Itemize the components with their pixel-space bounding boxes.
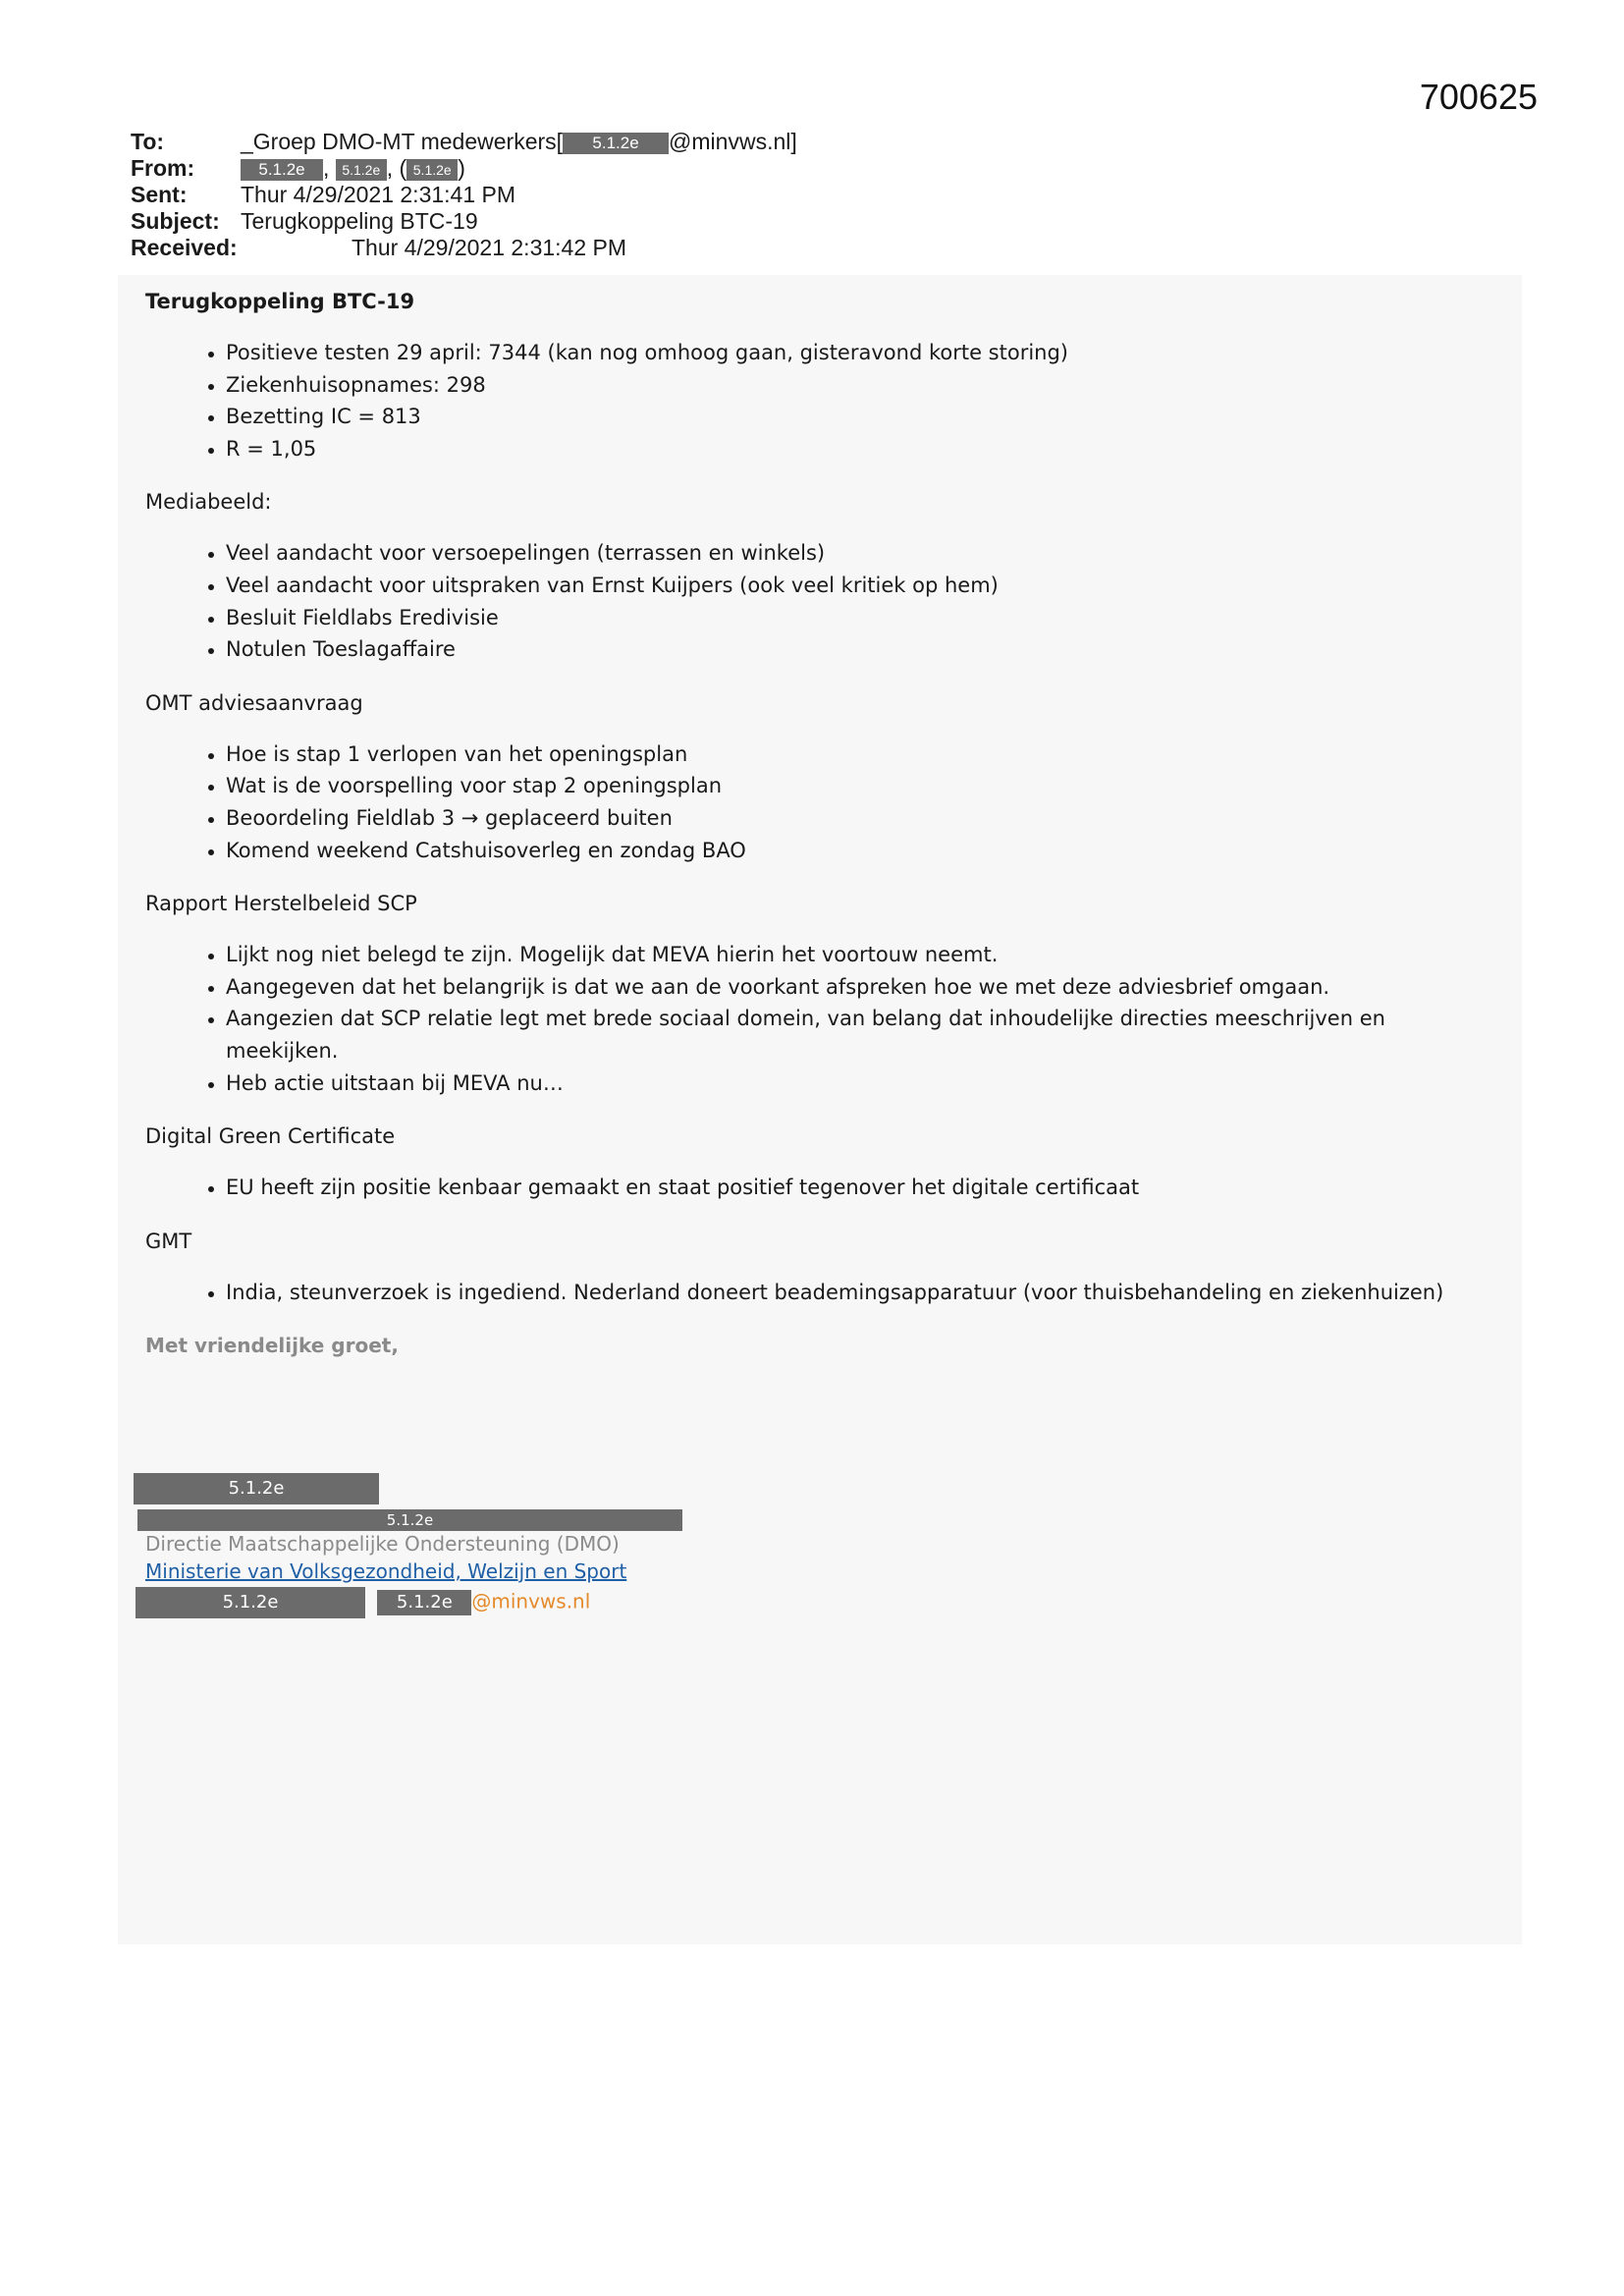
email-domain: @minvws.nl (471, 1589, 591, 1613)
list-item: • Aangegeven dat het belangrijk is dat we aan de voorkant afspreken hoe we met deze adviesbrief omgaan. (226, 971, 1500, 1004)
list-item: • Komend weekend Catshuisoverleg en zondag BAO (226, 835, 1500, 867)
section-title: Mediabeeld: (145, 490, 272, 515)
redaction-box: 5.1.2e (134, 1473, 379, 1504)
signature-contact-row (135, 1587, 590, 1618)
list-item: • Ziekenhuisopnames: 298 (226, 369, 1500, 402)
list-item: • Hoe is stap 1 verlopen van het openingsplan (226, 738, 1500, 771)
list-item: • Veel aandacht voor uitspraken van Ernst Kuijpers (ook veel kritiek op hem) (226, 570, 1500, 602)
list-item: • Beoordeling Fieldlab 3 → geplaceerd buiten (226, 802, 1500, 835)
message-body (145, 290, 1500, 1377)
sent-label: Sent: (131, 182, 188, 207)
redaction-box: 5.1.2e (336, 159, 387, 181)
organization-name: Directie Maatschappelijke Ondersteuning (DMO) (145, 1532, 620, 1556)
from-separator: , (323, 155, 330, 181)
list-item: • Aangezien dat SCP relatie legt met brede sociaal domein, van belang dat inhoudelijke directies meeschrijven en meekijken. (226, 1003, 1500, 1066)
signature-name-row (134, 1473, 379, 1504)
list-item: • Heb actie uitstaan bij MEVA nu… (226, 1067, 1500, 1100)
received-label: Received: (131, 235, 238, 260)
list-item: • Veel aandacht voor versoepelingen (terrassen en winkels) (226, 537, 1500, 570)
to-value-prefix: _Groep DMO-MT medewerkers[ (241, 129, 564, 154)
section-list (145, 537, 1500, 665)
from-separator: , ( (386, 155, 407, 181)
document-number: 700625 (1419, 77, 1538, 117)
redaction-box: 5.1.2e (377, 1590, 471, 1615)
from-close: ) (458, 155, 465, 181)
section-list (145, 738, 1500, 866)
subject-label: Subject: (131, 208, 220, 234)
list-item: • R = 1,05 (226, 433, 1500, 465)
section-title: Digital Green Certificate (145, 1124, 396, 1149)
list-item: • Bezetting IC = 813 (226, 401, 1500, 433)
section-list (145, 1277, 1500, 1309)
redaction-box: 5.1.2e (135, 1587, 365, 1618)
to-value (241, 129, 797, 155)
list-item: • India, steunverzoek is ingediend. Nederland doneert beademingsapparatuur (voor thuisbehandeling en ziekenhuizen) (226, 1277, 1500, 1309)
redaction-box: 5.1.2e (406, 159, 458, 181)
signature-title-row (137, 1506, 682, 1531)
to-label: To: (131, 129, 165, 154)
to-value-suffix: @minvws.nl] (669, 129, 797, 154)
list-item: • Positieve testen 29 april: 7344 (kan nog omhoog gaan, gisteravond korte storing) (226, 337, 1500, 369)
list-item: • Wat is de voorspelling voor stap 2 openingsplan (226, 770, 1500, 802)
list-item: • Besluit Fieldlabs Eredivisie (226, 602, 1500, 634)
sent-value: Thur 4/29/2021 2:31:41 PM (241, 182, 516, 207)
greeting: Met vriendelijke groet, (145, 1334, 399, 1358)
ministry-link[interactable]: Ministerie van Volksgezondheid, Welzijn en Sport (145, 1559, 627, 1583)
section-list (145, 1172, 1500, 1204)
intro-list (145, 337, 1500, 465)
section-title: GMT (145, 1229, 192, 1253)
section-list (145, 939, 1500, 1099)
list-item: • Notulen Toeslagaffaire (226, 633, 1500, 666)
subject-value: Terugkoppeling BTC-19 (241, 208, 478, 234)
message-title: Terugkoppeling BTC-19 (145, 290, 415, 313)
from-value (241, 155, 465, 182)
section-title: Rapport Herstelbeleid SCP (145, 892, 417, 916)
from-label: From: (131, 155, 195, 181)
redaction-box: 5.1.2e (137, 1509, 682, 1531)
redaction-box: 5.1.2e (241, 159, 323, 181)
list-item: • Lijkt nog niet belegd te zijn. Mogelijk dat MEVA hierin het voortouw neemt. (226, 939, 1500, 971)
redaction-box: 5.1.2e (563, 133, 669, 154)
section-title: OMT adviesaanvraag (145, 690, 363, 715)
received-value: Thur 4/29/2021 2:31:42 PM (352, 235, 627, 260)
list-item: • EU heeft zijn positie kenbaar gemaakt en staat positief tegenover het digitale certificaat (226, 1172, 1500, 1204)
